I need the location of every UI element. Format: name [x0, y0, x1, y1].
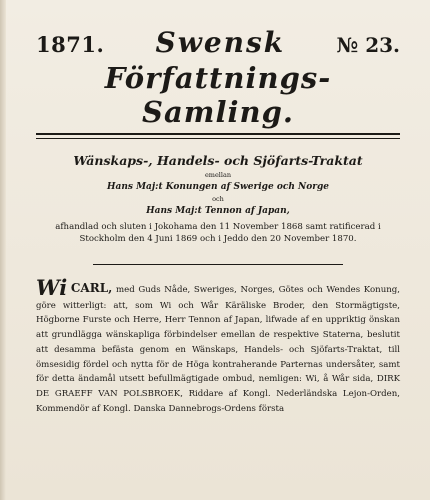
king-name: CARL, [70, 280, 113, 295]
signing-details: afhandlad och sluten i Jokohama den 11 November 1868 samt ratificerad i Stockholm den 4 Juni 1869 och i Jeddo den 20 November 1870. [55, 222, 381, 245]
page-spine [0, 0, 6, 500]
party-two: Hans Maj:t Tennon af Japan, [146, 206, 290, 216]
masthead [36, 26, 400, 59]
issue-year: 1871. [36, 32, 105, 57]
body-paragraph [36, 274, 401, 417]
issue-number: № 23. [336, 33, 400, 57]
section-divider [93, 264, 343, 265]
masthead-word: Swensk [155, 26, 286, 59]
drop-cap: Wi [36, 274, 68, 300]
and-label: och [212, 195, 224, 203]
double-rule-divider [36, 133, 400, 139]
party-one: Hans Maj:t Konungen af Swerige och Norge [107, 182, 329, 192]
treaty-title: Wänskaps-, Handels- och Sjöfarts-Traktat [73, 153, 363, 168]
collection-title: Författnings-Samling. [104, 61, 332, 129]
between-label: emellan [204, 171, 232, 179]
body-text: med Guds Nåde, Sweriges, Norges, Götes och Wendes Konung, göre witterligt: att, som Wi och Wår Käräliske Broder, den Stormägtigste, Högborne Furste och Herre, Herr Tennon af Japan, lifwade af en uppriktig önskan att grundlägga wänskapliga förbindelser emellan de respektive Staterna, beslutit att desamma befästa genom en Wänskaps, Handels- och Sjöfarts-Traktat, till ömsesidig fördel och nytta för de Höga kontraherande Parternas undersåter, samt för detta ändamål utsett befullmägtigade ombud, nemligen: Wi, å Wår sida, DIRK DE GRAEFF VAN POLSBROEK, Riddare af Kongl. Nederländska Lejon-Orden, Kommendör af Kongl. Danska Dannebrogs-Ordens första [36, 284, 401, 414]
